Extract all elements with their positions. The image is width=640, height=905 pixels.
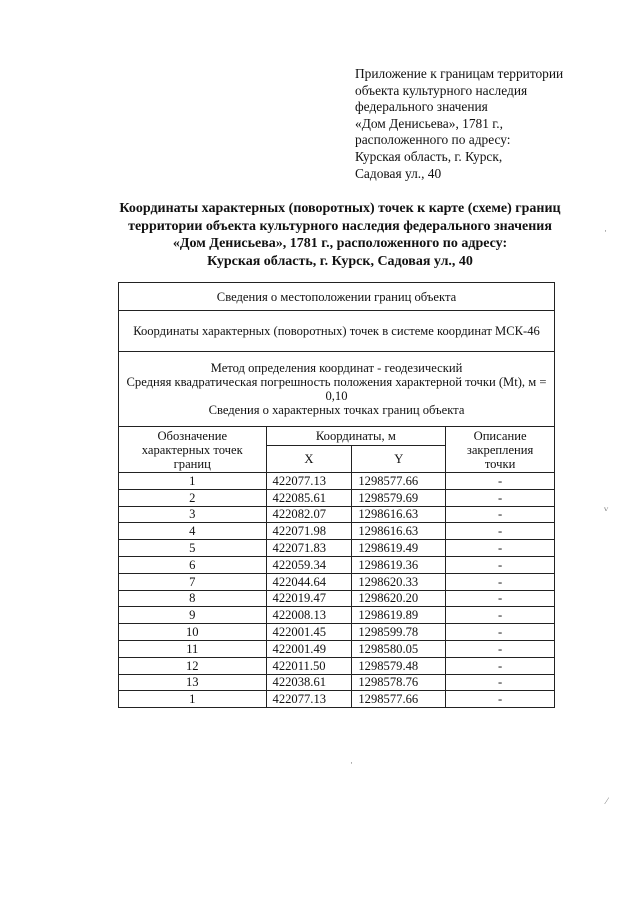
appendix-note xyxy=(355,66,605,182)
point-number-cell: 1 xyxy=(119,473,267,490)
y-coordinate-cell: 1298577.66 xyxy=(352,691,446,708)
appendix-line: объекта культурного наследия xyxy=(355,82,528,98)
table-row xyxy=(119,657,555,674)
x-coordinate-cell: 422038.61 xyxy=(266,674,352,691)
method-line: Метод определения координат - геодезический xyxy=(210,361,463,375)
table-row xyxy=(119,473,555,490)
y-coordinate-cell: 1298616.63 xyxy=(352,506,446,523)
point-number-cell: 10 xyxy=(119,624,267,641)
y-coordinate-cell: 1298619.36 xyxy=(352,556,446,573)
x-coordinate-cell: 422085.61 xyxy=(266,489,352,506)
y-coordinate-cell: 1298616.63 xyxy=(352,523,446,540)
y-coordinate-cell: 1298619.49 xyxy=(352,540,446,557)
table-row xyxy=(119,506,555,523)
description-cell: - xyxy=(446,473,555,490)
point-number-cell: 5 xyxy=(119,540,267,557)
scan-speck: ⱽ xyxy=(604,506,609,516)
y-coordinate-cell: 1298578.76 xyxy=(352,674,446,691)
x-coordinate-cell: 422077.13 xyxy=(266,691,352,708)
point-number-cell: 9 xyxy=(119,607,267,624)
document-title xyxy=(60,200,620,270)
description-cell: - xyxy=(446,691,555,708)
description-cell: - xyxy=(446,590,555,607)
accuracy-line: Средняя квадратическая погрешность положения характерной точки (Mt), м = 0,10 xyxy=(126,375,547,403)
description-cell: - xyxy=(446,640,555,657)
table-row xyxy=(119,607,555,624)
point-number-cell: 2 xyxy=(119,489,267,506)
x-coordinate-cell: 422019.47 xyxy=(266,590,352,607)
point-number-cell: 6 xyxy=(119,556,267,573)
table-row xyxy=(119,590,555,607)
description-cell: - xyxy=(446,556,555,573)
coordinates-table xyxy=(118,282,555,708)
point-number-cell: 12 xyxy=(119,657,267,674)
point-number-cell: 7 xyxy=(119,573,267,590)
point-number-cell: 8 xyxy=(119,590,267,607)
appendix-line: Приложение к границам территории xyxy=(355,66,564,81)
y-coordinate-cell: 1298599.78 xyxy=(352,624,446,641)
table-row xyxy=(119,523,555,540)
table-row xyxy=(119,489,555,506)
table-row xyxy=(119,640,555,657)
scan-speck: ⁄ xyxy=(606,796,608,806)
y-coordinate-cell: 1298580.05 xyxy=(352,640,446,657)
x-coordinate-cell: 422071.83 xyxy=(266,540,352,557)
description-cell: - xyxy=(446,540,555,557)
table-row xyxy=(119,573,555,590)
table-row xyxy=(119,691,555,708)
x-coordinate-cell: 422001.45 xyxy=(266,624,352,641)
point-number-cell: 3 xyxy=(119,506,267,523)
x-coordinate-cell: 422059.34 xyxy=(266,556,352,573)
section-method xyxy=(119,352,555,427)
y-coordinate-cell: 1298620.20 xyxy=(352,590,446,607)
title-line: Курская область, г. Курск, Садовая ул., 40 xyxy=(207,253,473,269)
table-row xyxy=(119,556,555,573)
y-coordinate-cell: 1298620.33 xyxy=(352,573,446,590)
column-header-y: Y xyxy=(352,446,446,473)
description-cell: - xyxy=(446,523,555,540)
table-row xyxy=(119,540,555,557)
description-cell: - xyxy=(446,506,555,523)
y-coordinate-cell: 1298619.89 xyxy=(352,607,446,624)
table-row xyxy=(119,624,555,641)
title-line: «Дом Денисьева», 1781 г., расположенного по адресу: xyxy=(172,236,508,252)
point-number-cell: 4 xyxy=(119,523,267,540)
y-coordinate-cell: 1298579.48 xyxy=(352,657,446,674)
table-row xyxy=(119,674,555,691)
description-cell: - xyxy=(446,624,555,641)
column-header-coordinates: Координаты, м xyxy=(266,427,446,446)
x-coordinate-cell: 422077.13 xyxy=(266,473,352,490)
y-coordinate-cell: 1298579.69 xyxy=(352,489,446,506)
description-cell: - xyxy=(446,489,555,506)
appendix-line: «Дом Денисьева», 1781 г., xyxy=(355,115,503,131)
y-coordinate-cell: 1298577.66 xyxy=(352,473,446,490)
description-cell: - xyxy=(446,674,555,691)
description-cell: - xyxy=(446,657,555,674)
x-coordinate-cell: 422001.49 xyxy=(266,640,352,657)
section-coordinate-system: Координаты характерных (поворотных) точек в системе координат МСК-46 xyxy=(119,311,555,352)
column-header-x: X xyxy=(266,446,352,473)
point-number-cell: 11 xyxy=(119,640,267,657)
appendix-line: Курская область, г. Курск, xyxy=(355,148,503,164)
title-line: территории объекта культурного наследия федерального значения xyxy=(128,218,552,234)
column-header-designation: Обозначение характерных точек границ xyxy=(119,427,267,473)
point-number-cell: 13 xyxy=(119,674,267,691)
x-coordinate-cell: 422082.07 xyxy=(266,506,352,523)
scan-speck: · xyxy=(604,226,607,236)
appendix-line: федерального значения xyxy=(355,99,488,115)
points-info-line: Сведения о характерных точках границ объекта xyxy=(208,403,465,417)
appendix-line: Садовая ул., 40 xyxy=(355,165,442,181)
x-coordinate-cell: 422011.50 xyxy=(266,657,352,674)
section-location: Сведения о местоположении границ объекта xyxy=(119,283,555,311)
x-coordinate-cell: 422071.98 xyxy=(266,523,352,540)
point-number-cell: 1 xyxy=(119,691,267,708)
scan-speck: · xyxy=(350,758,353,768)
x-coordinate-cell: 422044.64 xyxy=(266,573,352,590)
title-line: Координаты характерных (поворотных) точек к карте (схеме) границ xyxy=(119,201,561,216)
appendix-line: расположенного по адресу: xyxy=(355,132,511,148)
column-header-description: Описание закрепления точки xyxy=(446,427,555,473)
description-cell: - xyxy=(446,573,555,590)
description-cell: - xyxy=(446,607,555,624)
table-body xyxy=(119,473,555,708)
x-coordinate-cell: 422008.13 xyxy=(266,607,352,624)
